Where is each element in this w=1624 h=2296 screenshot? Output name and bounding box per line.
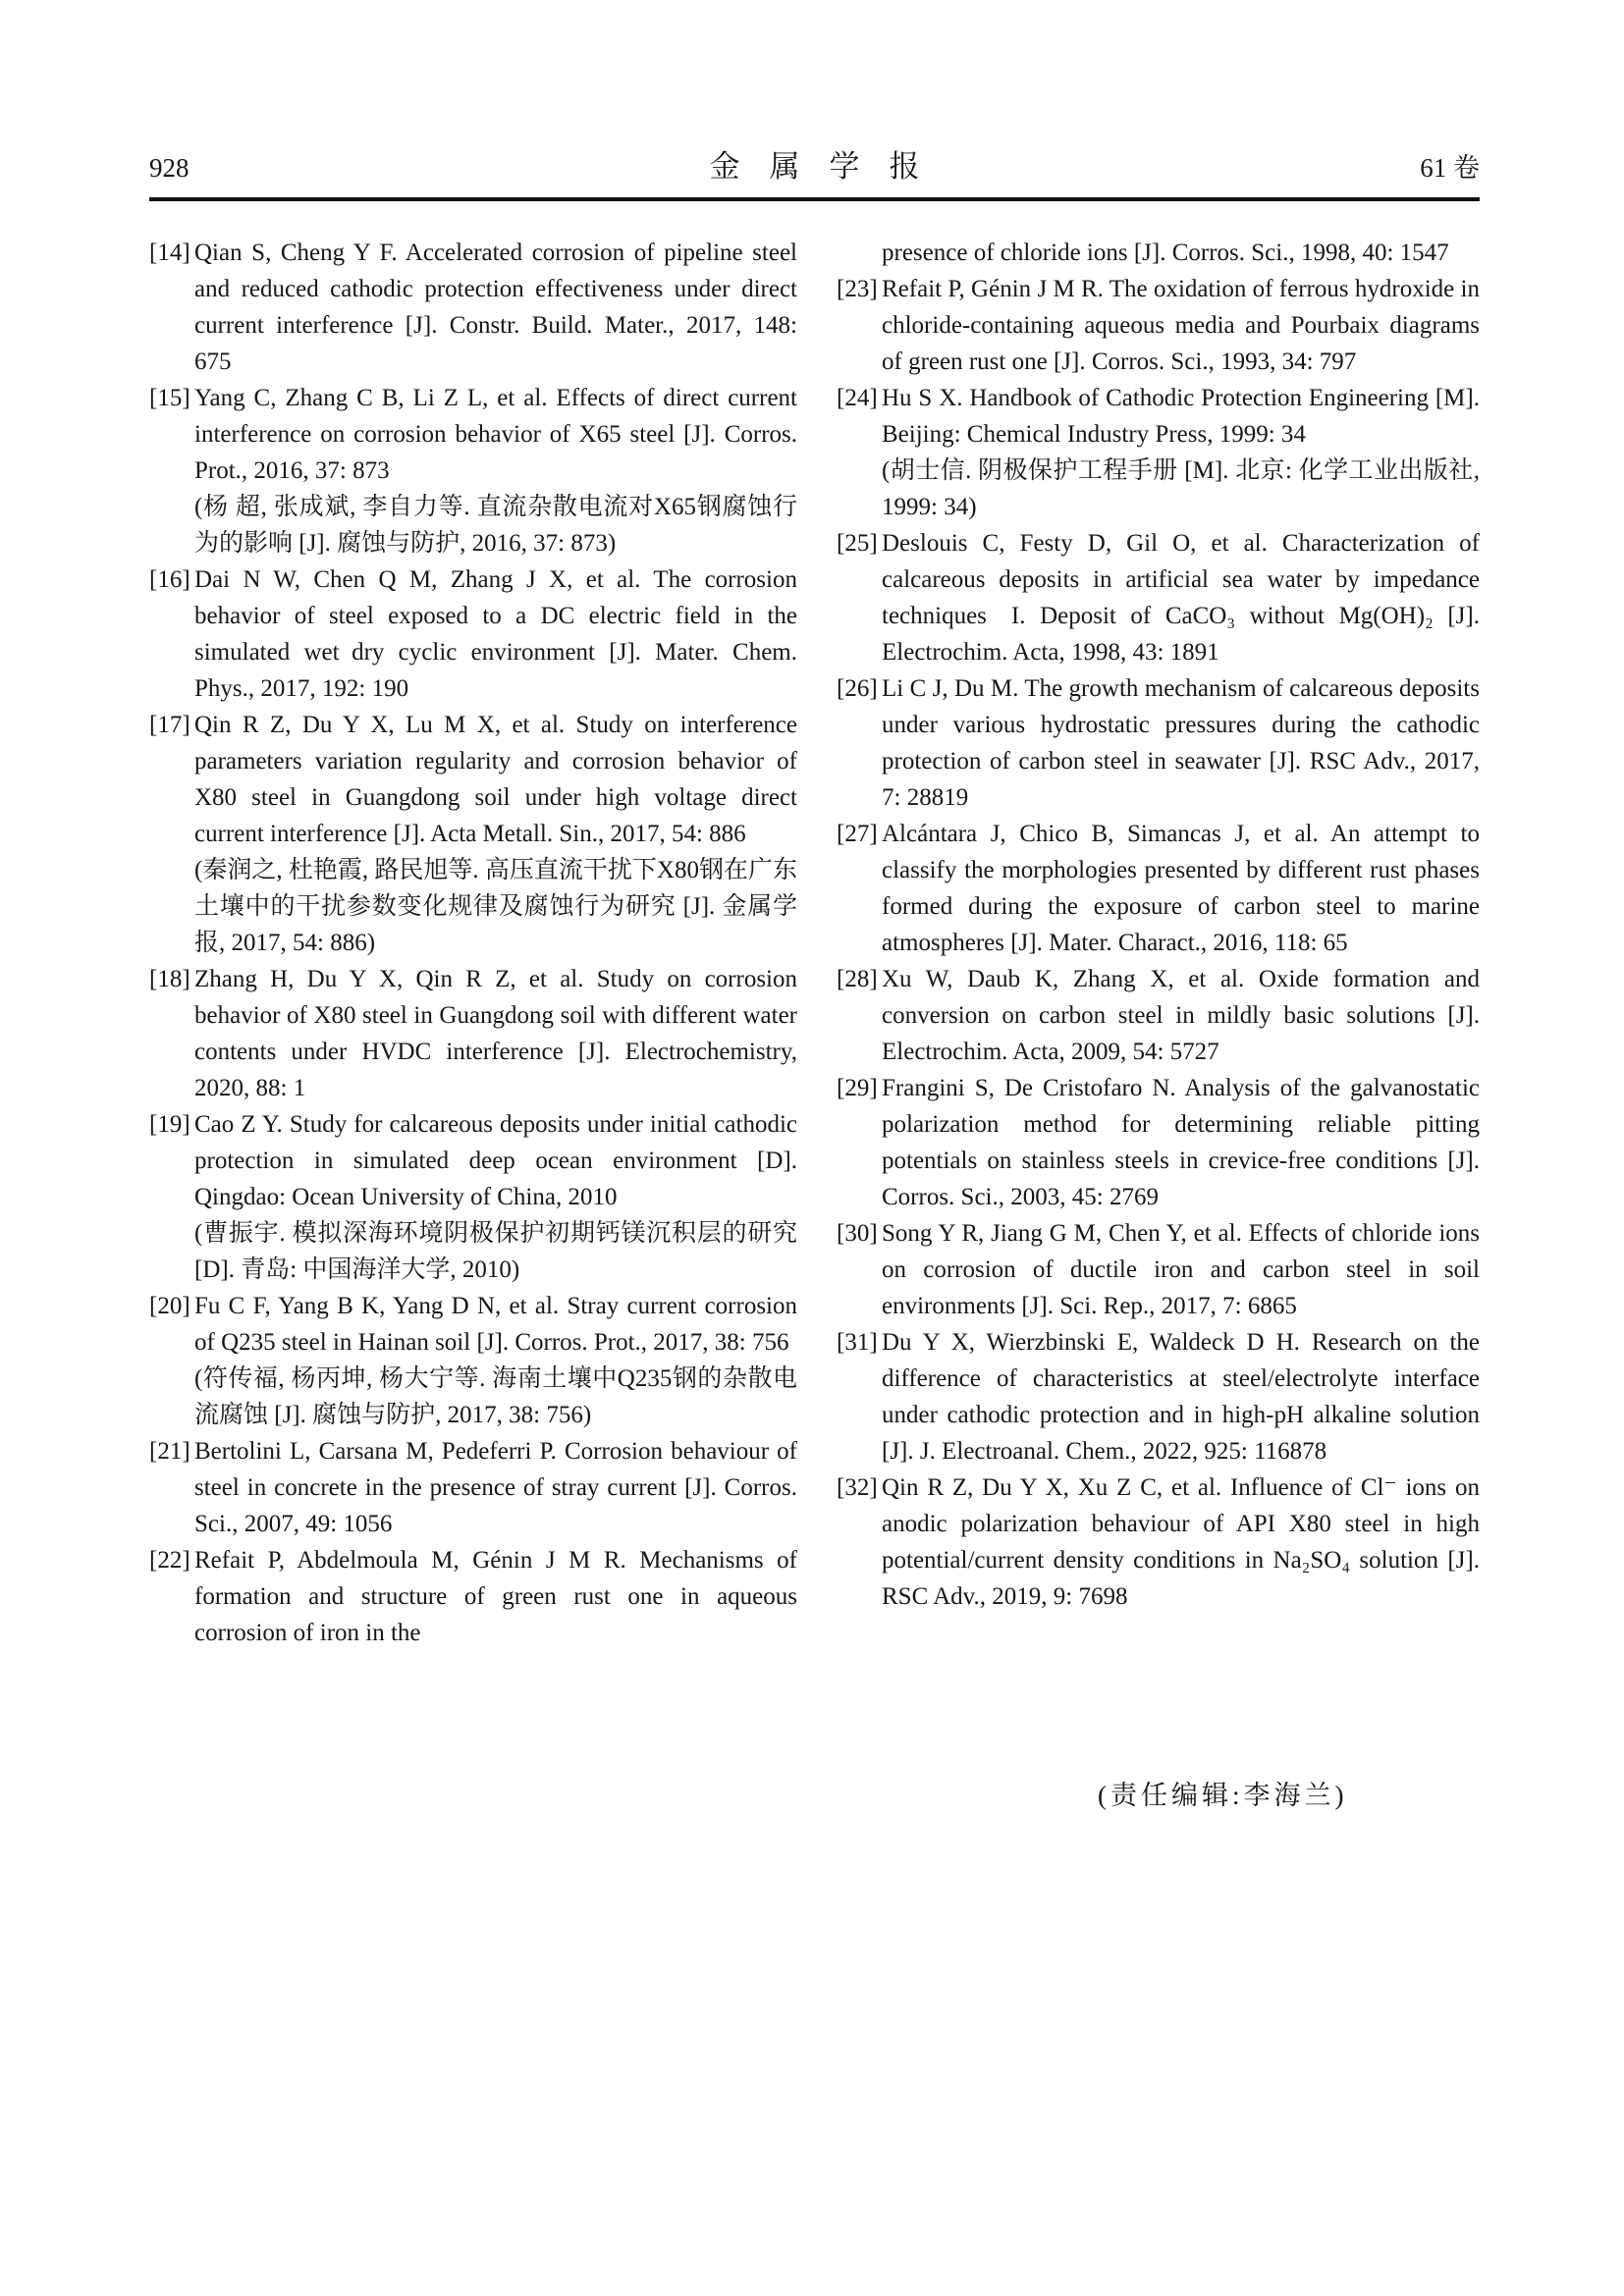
reference-number: [24] <box>837 385 878 411</box>
reference-number: [14] <box>149 240 190 266</box>
reference-item <box>149 1106 797 1288</box>
reference-number: [16] <box>149 566 190 593</box>
reference-number: [32] <box>837 1474 878 1501</box>
reference-item <box>837 380 1480 525</box>
reference-text-en: Cao Z Y. Study for calcareous deposits under initial cathodic protection in simulated deep ocean environment [D]. Qingdao: Ocean University of China, 2010 <box>194 1111 797 1210</box>
reference-number: [15] <box>149 385 190 411</box>
references-left-column <box>149 235 797 1651</box>
reference-text-zh: (秦润之, 杜艳霞, 路民旭等. 高压直流干扰下X80钢在广东土壤中的干扰参数变化规律及腐蚀行为研究 [J]. 金属学报, 2017, 54: 886) <box>194 857 797 956</box>
reference-text-zh: (符传福, 杨丙坤, 杨大宁等. 海南土壤中Q235钢的杂散电流腐蚀 [J]. 腐蚀与防护, 2017, 38: 756) <box>194 1365 797 1428</box>
reference-text-en: Xu W, Daub K, Zhang X, et al. Oxide formation and conversion on carbon steel in mildly basic solutions [J]. Electrochim. Acta, 2009, 54: 5727 <box>882 966 1480 1065</box>
volume-label: 61 卷 <box>1420 153 1480 183</box>
reference-item <box>837 816 1480 961</box>
reference-text-en: Hu S X. Handbook of Cathodic Protection Engineering [M]. Beijing: Chemical Industry Press, 1999: 34 <box>882 385 1480 448</box>
reference-number: [27] <box>837 821 878 847</box>
reference-item <box>837 1324 1480 1469</box>
reference-number: [30] <box>837 1220 878 1247</box>
reference-text-en: Bertolini L, Carsana M, Pedeferri P. Corrosion behaviour of steel in concrete in the presence of stray current [J]. Corros. Sci., 2007, 49: 1056 <box>194 1438 797 1537</box>
reference-text-en: Zhang H, Du Y X, Qin R Z, et al. Study on corrosion behavior of X80 steel in Guangdong soil with different water contents under HVDC interference [J]. Electrochemistry, 2020, 88: 1 <box>194 966 797 1101</box>
reference-text-en: Li C J, Du M. The growth mechanism of calcareous deposits under various hydrostatic pressures during the cathodic protection of carbon steel in seawater [J]. RSC Adv., 2017, 7: 28819 <box>882 675 1480 811</box>
reference-text-en: Qin R Z, Du Y X, Lu M X, et al. Study on interference parameters variation regularity and corrosion behavior of X80 steel in Guangdong soil under high voltage direct current interference [J]. Acta Metall. Sin., 2017, 54: 886 <box>194 712 797 847</box>
reference-item <box>837 1070 1480 1215</box>
reference-number: [23] <box>837 276 878 302</box>
reference-number: [17] <box>149 712 190 738</box>
reference-number: [25] <box>837 530 878 557</box>
reference-text-zh: (曹振宇. 模拟深海环境阴极保护初期钙镁沉积层的研究 [D]. 青岛: 中国海洋大学, 2010) <box>194 1220 797 1283</box>
reference-item <box>149 707 797 961</box>
reference-text-en: Du Y X, Wierzbinski E, Waldeck D H. Research on the difference of characteristics at steel/electrolyte interface under cathodic protection and in high-pH alkaline solution [J]. J. Electroanal. Chem., 2022, 925: 116878 <box>882 1329 1480 1465</box>
reference-text-en: Alcántara J, Chico B, Simancas J, et al. An attempt to classify the morphologies presented by different rust phases formed during the exposure of carbon steel to marine atmospheres [J]. Mater. Charact., 2016, 118: 65 <box>882 821 1480 956</box>
reference-number: [21] <box>149 1438 190 1465</box>
reference-item <box>837 1469 1480 1615</box>
reference-item <box>149 1288 797 1433</box>
page-number: 928 <box>149 153 189 183</box>
reference-item <box>837 961 1480 1070</box>
page-header <box>149 0 1480 201</box>
reference-item <box>837 271 1480 380</box>
reference-text-en: Frangini S, De Cristofaro N. Analysis of the galvanostatic polarization method for determining reliable pitting potentials on stainless steels in crevice-free conditions [J]. Corros. Sci., 2003, 45: 2769 <box>882 1075 1480 1210</box>
references-right-column <box>837 235 1480 1651</box>
reference-number: [26] <box>837 675 878 702</box>
reference-item <box>149 961 797 1106</box>
editor-footer: (责任编辑:李海兰) <box>1098 1781 1348 1810</box>
journal-title: 金属学报 <box>709 149 949 184</box>
reference-text-en: Song Y R, Jiang G M, Chen Y, et al. Effects of chloride ions on corrosion of ductile iron and carbon steel in soil environments [J]. Sci. Rep., 2017, 7: 6865 <box>882 1220 1480 1319</box>
reference-number: [31] <box>837 1329 878 1356</box>
reference-text-en: Fu C F, Yang B K, Yang D N, et al. Stray current corrosion of Q235 steel in Hainan soil [J]. Corros. Prot., 2017, 38: 756 <box>194 1293 797 1356</box>
reference-number: [22] <box>149 1547 190 1574</box>
reference-text-zh: (杨 超, 张成斌, 李自力等. 直流杂散电流对X65钢腐蚀行为的影响 [J]. 腐蚀与防护, 2016, 37: 873) <box>194 494 797 557</box>
reference-text-en: Qin R Z, Du Y X, Xu Z C, et al. Influence of Cl⁻ ions on anodic polarization behaviour of API X80 steel in high potential/current density conditions in Na₂SO₄ solution [J]. RSC Adv., 2019, 9: 7698 <box>882 1474 1480 1610</box>
reference-item <box>149 1433 797 1542</box>
reference-item <box>149 380 797 561</box>
reference-item <box>837 235 1480 271</box>
reference-text-en: Qian S, Cheng Y F. Accelerated corrosion of pipeline steel and reduced cathodic protection effectiveness under direct current interference [J]. Constr. Build. Mater., 2017, 148: 675 <box>194 240 797 375</box>
reference-item <box>837 670 1480 816</box>
reference-text-en: Deslouis C, Festy D, Gil O, et al. Characterization of calcareous deposits in artificial sea water by impedance techniques I. Deposit of CaCO₃ without Mg(OH)₂ [J]. Electrochim. Acta, 1998, 43: 1891 <box>882 530 1480 666</box>
reference-item <box>837 525 1480 670</box>
reference-item <box>149 1542 797 1651</box>
reference-number: [28] <box>837 966 878 992</box>
reference-text-zh: (胡士信. 阴极保护工程手册 [M]. 北京: 化学工业出版社, 1999: 34) <box>882 457 1480 520</box>
reference-number: [19] <box>149 1111 190 1138</box>
reference-number: [18] <box>149 966 190 992</box>
reference-text-en: presence of chloride ions [J]. Corros. Sci., 1998, 40: 1547 <box>882 240 1449 266</box>
reference-item <box>149 235 797 380</box>
reference-text-en: Dai N W, Chen Q M, Zhang J X, et al. The corrosion behavior of steel exposed to a DC electric field in the simulated wet dry cyclic environment [J]. Mater. Chem. Phys., 2017, 192: 190 <box>194 566 797 702</box>
reference-text-en: Refait P, Génin J M R. The oxidation of ferrous hydroxide in chloride-containing aqueous media and Pourbaix diagrams of green rust one [J]. Corros. Sci., 1993, 34: 797 <box>882 276 1480 375</box>
reference-number: [20] <box>149 1293 190 1319</box>
reference-item <box>837 1215 1480 1324</box>
references-section <box>149 235 1480 1651</box>
reference-item <box>149 561 797 707</box>
reference-text-en: Refait P, Abdelmoula M, Génin J M R. Mechanisms of formation and structure of green rust one in aqueous corrosion of iron in the <box>194 1547 797 1646</box>
reference-number: [29] <box>837 1075 878 1101</box>
reference-text-en: Yang C, Zhang C B, Li Z L, et al. Effects of direct current interference on corrosion behavior of X65 steel [J]. Corros. Prot., 2016, 37: 873 <box>194 385 797 484</box>
